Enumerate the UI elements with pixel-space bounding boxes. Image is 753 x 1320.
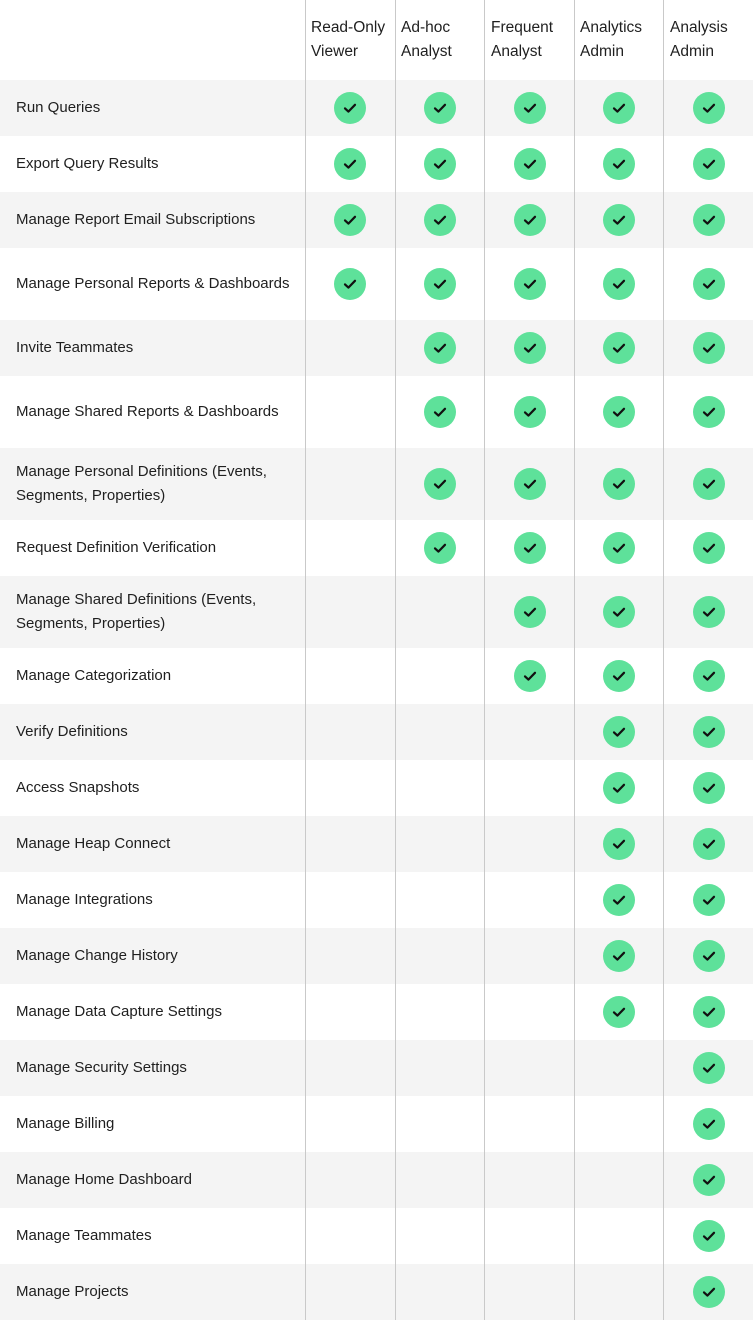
check-icon (693, 92, 725, 124)
permission-cell (574, 984, 664, 1040)
permission-cell (664, 760, 753, 816)
permission-cell (305, 1208, 395, 1264)
feature-label: Manage Categorization (0, 648, 305, 704)
permission-cell (395, 1264, 485, 1320)
check-icon (334, 92, 366, 124)
feature-label: Manage Home Dashboard (0, 1152, 305, 1208)
permission-cell (574, 520, 664, 576)
check-icon (693, 996, 725, 1028)
permission-cell (664, 576, 753, 648)
permission-cell (664, 648, 753, 704)
permission-cell (664, 520, 753, 576)
check-icon (603, 148, 635, 180)
check-icon (424, 148, 456, 180)
check-icon (693, 660, 725, 692)
column-divider (663, 0, 664, 1320)
check-icon (693, 1164, 725, 1196)
permission-cell (664, 984, 753, 1040)
permission-cell (305, 576, 395, 648)
permission-cell (485, 1264, 574, 1320)
check-icon (693, 884, 725, 916)
permission-cell (485, 192, 574, 248)
check-icon (603, 92, 635, 124)
check-icon (424, 204, 456, 236)
permission-cell (574, 1040, 664, 1096)
permission-cell (395, 520, 485, 576)
check-icon (693, 1052, 725, 1084)
check-icon (603, 396, 635, 428)
check-icon (693, 1108, 725, 1140)
check-icon (693, 1276, 725, 1308)
permission-cell (574, 704, 664, 760)
check-icon (514, 396, 546, 428)
check-icon (693, 332, 725, 364)
permission-cell (664, 248, 753, 320)
check-icon (424, 332, 456, 364)
column-divider (395, 0, 396, 1320)
permission-cell (664, 704, 753, 760)
permission-cell (574, 816, 664, 872)
permission-cell (574, 136, 664, 192)
permission-cell (574, 1096, 664, 1152)
check-icon (514, 532, 546, 564)
check-icon (603, 332, 635, 364)
check-icon (693, 468, 725, 500)
permission-cell (305, 648, 395, 704)
permission-cell (305, 320, 395, 376)
check-icon (603, 772, 635, 804)
feature-label: Manage Change History (0, 928, 305, 984)
permission-cell (664, 1152, 753, 1208)
permission-cell (395, 248, 485, 320)
permission-cell (395, 80, 485, 136)
column-divider (305, 0, 306, 1320)
permission-cell (305, 872, 395, 928)
permission-cell (664, 872, 753, 928)
check-icon (603, 468, 635, 500)
permission-cell (574, 648, 664, 704)
feature-label: Request Definition Verification (0, 520, 305, 576)
permission-cell (395, 1152, 485, 1208)
permission-cell (485, 928, 574, 984)
check-icon (693, 532, 725, 564)
permission-cell (395, 1208, 485, 1264)
check-icon (603, 996, 635, 1028)
permission-cell (395, 320, 485, 376)
check-icon (693, 828, 725, 860)
check-icon (334, 268, 366, 300)
permission-cell (485, 816, 574, 872)
check-icon (334, 204, 366, 236)
permission-cell (574, 192, 664, 248)
permission-cell (305, 448, 395, 520)
permission-cell (305, 816, 395, 872)
permission-cell (395, 984, 485, 1040)
permission-cell (574, 376, 664, 448)
permission-cell (664, 448, 753, 520)
permission-cell (574, 1208, 664, 1264)
feature-label: Manage Integrations (0, 872, 305, 928)
permission-cell (305, 136, 395, 192)
check-icon (693, 396, 725, 428)
permission-cell (664, 320, 753, 376)
permission-cell (485, 704, 574, 760)
permission-cell (485, 1152, 574, 1208)
check-icon (514, 332, 546, 364)
feature-label: Manage Personal Reports & Dashboards (0, 248, 305, 320)
permission-cell (485, 872, 574, 928)
permission-cell (574, 448, 664, 520)
permission-cell (485, 320, 574, 376)
check-icon (693, 940, 725, 972)
check-icon (603, 828, 635, 860)
permission-cell (664, 816, 753, 872)
feature-label: Manage Data Capture Settings (0, 984, 305, 1040)
check-icon (424, 532, 456, 564)
permission-cell (574, 576, 664, 648)
permission-cell (395, 136, 485, 192)
check-icon (424, 92, 456, 124)
check-icon (514, 204, 546, 236)
feature-label: Manage Heap Connect (0, 816, 305, 872)
permission-cell (395, 448, 485, 520)
permission-cell (574, 872, 664, 928)
permission-cell (664, 1096, 753, 1152)
header-role-analytics-admin: Analytics Admin (580, 19, 643, 60)
header-feature (0, 0, 305, 80)
header-role-read-only-viewer: Read-Only Viewer (311, 19, 386, 60)
feature-label: Verify Definitions (0, 704, 305, 760)
permission-cell (664, 1264, 753, 1320)
check-icon (603, 532, 635, 564)
permission-cell (485, 576, 574, 648)
check-icon (693, 772, 725, 804)
permission-cell (574, 1264, 664, 1320)
permission-cell (395, 1040, 485, 1096)
permission-cell (395, 648, 485, 704)
permission-cell (305, 1040, 395, 1096)
permission-cell (664, 1208, 753, 1264)
permission-cell (664, 1040, 753, 1096)
permission-cell (485, 248, 574, 320)
check-icon (603, 596, 635, 628)
permission-cell (305, 760, 395, 816)
check-icon (424, 468, 456, 500)
check-icon (514, 596, 546, 628)
permission-cell (485, 760, 574, 816)
permission-cell (395, 928, 485, 984)
check-icon (603, 884, 635, 916)
permission-cell (485, 984, 574, 1040)
permission-cell (664, 192, 753, 248)
permission-cell (485, 520, 574, 576)
permission-cell (395, 760, 485, 816)
feature-label: Manage Shared Reports & Dashboards (0, 376, 305, 448)
permission-cell (664, 928, 753, 984)
check-icon (424, 268, 456, 300)
check-icon (424, 396, 456, 428)
feature-label: Manage Teammates (0, 1208, 305, 1264)
permission-cell (485, 648, 574, 704)
feature-label: Manage Shared Definitions (Events, Segments, Properties) (0, 576, 305, 648)
permission-cell (485, 448, 574, 520)
permission-cell (305, 376, 395, 448)
permission-cell (305, 928, 395, 984)
permission-cell (485, 1040, 574, 1096)
check-icon (603, 716, 635, 748)
check-icon (514, 148, 546, 180)
permission-cell (305, 80, 395, 136)
permission-cell (485, 1096, 574, 1152)
permission-cell (305, 192, 395, 248)
check-icon (603, 268, 635, 300)
check-icon (693, 596, 725, 628)
feature-label: Manage Projects (0, 1264, 305, 1320)
check-icon (693, 1220, 725, 1252)
permission-cell (485, 1208, 574, 1264)
permission-cell (395, 816, 485, 872)
check-icon (603, 940, 635, 972)
permission-cell (305, 520, 395, 576)
permission-cell (574, 760, 664, 816)
column-divider (484, 0, 485, 1320)
feature-label: Invite Teammates (0, 320, 305, 376)
check-icon (693, 204, 725, 236)
permission-cell (574, 80, 664, 136)
permission-cell (574, 320, 664, 376)
permission-cell (395, 192, 485, 248)
check-icon (693, 716, 725, 748)
permission-cell (305, 984, 395, 1040)
permission-cell (305, 248, 395, 320)
header-role-frequent-analyst: Frequent Analyst (491, 19, 554, 60)
permission-cell (664, 136, 753, 192)
permission-cell (574, 928, 664, 984)
permission-cell (395, 704, 485, 760)
feature-label: Run Queries (0, 80, 305, 136)
check-icon (603, 660, 635, 692)
permission-cell (485, 136, 574, 192)
feature-label: Manage Billing (0, 1096, 305, 1152)
check-icon (603, 204, 635, 236)
permission-cell (664, 376, 753, 448)
check-icon (693, 268, 725, 300)
check-icon (514, 660, 546, 692)
permission-cell (395, 1096, 485, 1152)
feature-label: Manage Personal Definitions (Events, Segments, Properties) (0, 448, 305, 520)
column-divider (574, 0, 575, 1320)
permission-cell (664, 80, 753, 136)
feature-label: Manage Report Email Subscriptions (0, 192, 305, 248)
check-icon (693, 148, 725, 180)
permission-cell (305, 704, 395, 760)
header-role-analysis-admin: Analysis Admin (670, 19, 728, 60)
permission-cell (305, 1264, 395, 1320)
permission-cell (395, 576, 485, 648)
check-icon (514, 268, 546, 300)
permission-cell (485, 376, 574, 448)
permission-cell (305, 1096, 395, 1152)
check-icon (334, 148, 366, 180)
check-icon (514, 468, 546, 500)
permission-cell (574, 1152, 664, 1208)
header-role-ad-hoc-analyst: Ad-hoc Analyst (401, 19, 452, 60)
permission-cell (395, 872, 485, 928)
permission-cell (485, 80, 574, 136)
check-icon (514, 92, 546, 124)
permission-cell (305, 1152, 395, 1208)
feature-label: Export Query Results (0, 136, 305, 192)
feature-label: Manage Security Settings (0, 1040, 305, 1096)
feature-label: Access Snapshots (0, 760, 305, 816)
permission-cell (574, 248, 664, 320)
permission-cell (395, 376, 485, 448)
